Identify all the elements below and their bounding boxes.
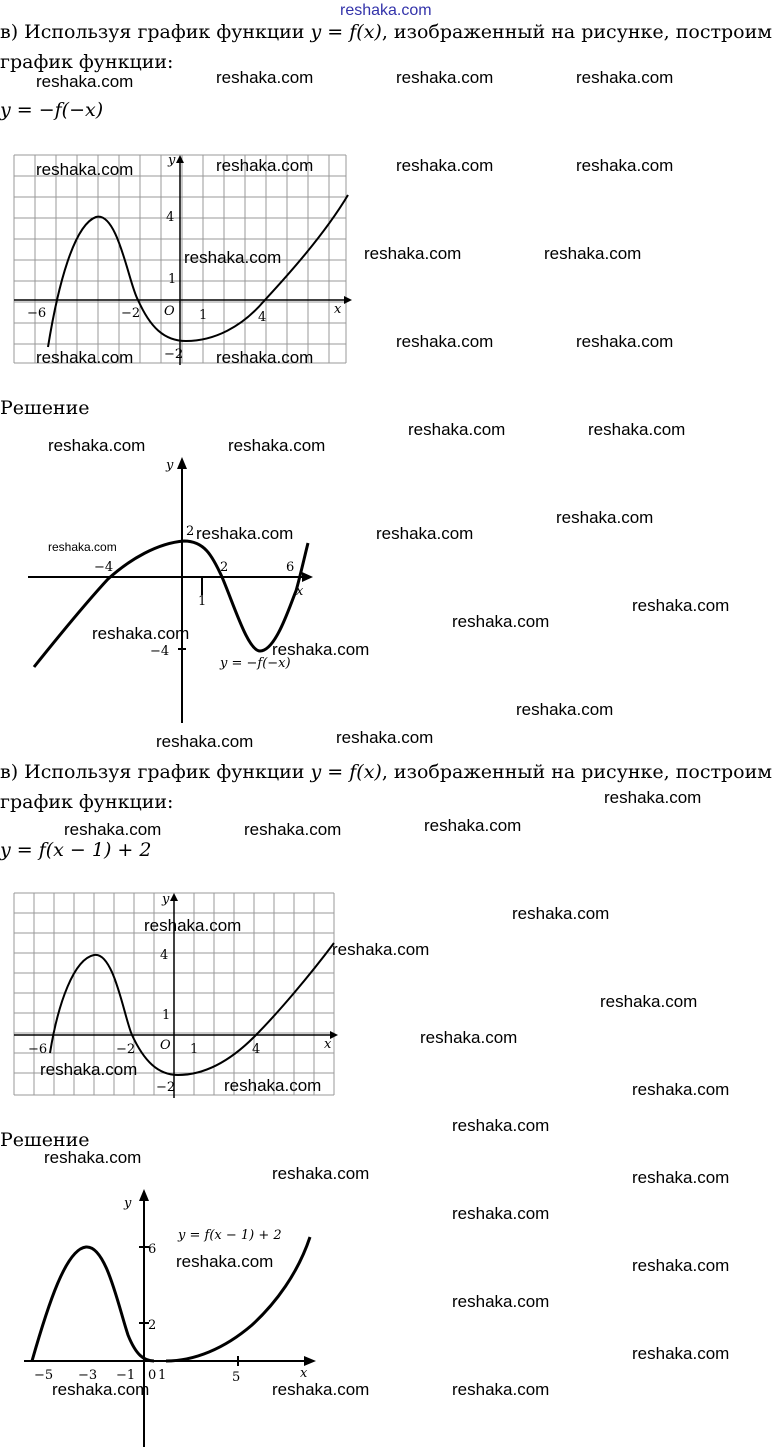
watermark: reshaka.com <box>216 156 314 175</box>
task2-intro: в) Используя график функции <box>0 761 305 783</box>
y-axis-label: y <box>162 892 170 907</box>
task1-fx: y = f(x) <box>310 21 382 43</box>
curve-minus-f-minus-x <box>34 541 308 667</box>
watermark: reshaka.com <box>452 1292 550 1311</box>
x-axis-arrow <box>344 296 352 304</box>
watermark: reshaka.com <box>52 1380 150 1399</box>
watermark: reshaka.com <box>408 420 506 439</box>
watermark: reshaka.com <box>604 788 702 807</box>
y-axis-arrow <box>170 893 178 901</box>
x-axis-label: x <box>334 302 342 317</box>
watermark: reshaka.com <box>632 1168 730 1187</box>
watermark: reshaka.com <box>576 68 674 87</box>
solution-label-1: Решение <box>0 397 90 419</box>
watermark: reshaka.com <box>332 940 430 959</box>
y-axis-arrow <box>177 457 187 469</box>
watermark: reshaka.com <box>632 596 730 615</box>
watermark: reshaka.com <box>36 72 134 91</box>
tick-y-1: 1 <box>168 272 177 287</box>
tick-x-neg2: −2 <box>121 306 141 321</box>
watermark: reshaka.com <box>452 612 550 631</box>
tick-x-neg2: −2 <box>116 1042 136 1057</box>
task1-formula: y = −f(−x) <box>0 99 104 121</box>
watermark: reshaka.com <box>244 820 342 839</box>
tick-x-1: 1 <box>199 308 208 323</box>
tick-x-1: 1 <box>158 1368 167 1383</box>
tick-y-neg2: −2 <box>164 347 184 362</box>
y-axis-label: y <box>124 1196 132 1211</box>
curve-label-2: y = f(x − 1) + 2 <box>178 1228 282 1243</box>
watermark: reshaka.com <box>184 248 282 267</box>
watermark: reshaka.com <box>632 1080 730 1099</box>
tick-x-neg3: −3 <box>78 1368 98 1383</box>
watermark: reshaka.com <box>420 1028 518 1047</box>
watermark: reshaka.com <box>272 1380 370 1399</box>
watermark: reshaka.com <box>176 1252 274 1271</box>
origin-label: O <box>164 304 175 319</box>
curve-label-1: y = −f(−x) <box>220 656 291 671</box>
tick-x-2: 2 <box>220 560 229 575</box>
tick-y-6: 6 <box>148 1242 157 1257</box>
watermark: reshaka.com <box>396 156 494 175</box>
watermark: reshaka.com <box>588 420 686 439</box>
tick-x-5: 5 <box>232 1370 241 1385</box>
watermark: reshaka.com <box>396 332 494 351</box>
watermark: reshaka.com <box>156 732 254 751</box>
y-axis-arrow <box>176 155 184 163</box>
watermark: reshaka.com <box>556 508 654 527</box>
watermark: reshaka.com <box>632 1256 730 1275</box>
task1-line1 <box>0 20 772 44</box>
site-header[interactable]: reshaka.com <box>340 2 432 19</box>
watermark: reshaka.com <box>452 1204 550 1223</box>
tick-x-neg6: −6 <box>27 306 47 321</box>
task1-line2: график функции: <box>0 51 174 73</box>
x-axis-label: x <box>296 584 304 599</box>
solution-label-2: Решение <box>0 1129 90 1151</box>
y-axis-label: y <box>166 458 174 473</box>
tick-x-4: 4 <box>252 1042 261 1057</box>
watermark: reshaka.com <box>64 820 162 839</box>
watermark: reshaka.com <box>48 540 117 554</box>
x-axis-label: x <box>300 1366 308 1381</box>
tick-y-2: 2 <box>186 524 195 539</box>
watermark: reshaka.com <box>396 68 494 87</box>
y-axis-label: y <box>168 153 176 168</box>
tick-x-neg4: −4 <box>94 560 114 575</box>
watermark: reshaka.com <box>424 816 522 835</box>
task1-intro: в) Используя график функции <box>0 21 305 43</box>
tick-y-neg2: −2 <box>156 1080 176 1095</box>
task2-intro-rest: , изображенный на рисунке, построим <box>381 761 773 783</box>
watermark: reshaka.com <box>36 348 134 367</box>
watermark: reshaka.com <box>512 904 610 923</box>
watermark: reshaka.com <box>196 524 294 543</box>
watermark: reshaka.com <box>224 1076 322 1095</box>
tick-y-neg4: −4 <box>150 644 170 659</box>
watermark: reshaka.com <box>272 1164 370 1183</box>
watermark: reshaka.com <box>376 524 474 543</box>
origin-label: O <box>160 1038 171 1053</box>
tick-x-4: 4 <box>258 310 267 325</box>
tick-x-1: 1 <box>190 1042 199 1057</box>
tick-y-1: 1 <box>162 1008 171 1023</box>
task2-formula: y = f(x − 1) + 2 <box>0 839 152 861</box>
watermark: reshaka.com <box>336 728 434 747</box>
task2-line2: график функции: <box>0 791 174 813</box>
watermark: reshaka.com <box>516 700 614 719</box>
watermark: reshaka.com <box>452 1380 550 1399</box>
x-axis-label: x <box>324 1037 332 1052</box>
tick-x-neg6: −6 <box>28 1042 48 1057</box>
watermark: reshaka.com <box>364 244 462 263</box>
task2-line1 <box>0 760 772 784</box>
watermark: reshaka.com <box>40 1060 138 1079</box>
watermark: reshaka.com <box>272 640 370 659</box>
x-axis-arrow <box>302 572 313 582</box>
tick-x-neg5: −5 <box>34 1368 54 1383</box>
watermark: reshaka.com <box>44 1148 142 1167</box>
tick-x-1: 1 <box>198 594 207 609</box>
graph-f-1 <box>14 155 350 365</box>
watermark: reshaka.com <box>216 348 314 367</box>
watermark: reshaka.com <box>600 992 698 1011</box>
watermark: reshaka.com <box>144 916 242 935</box>
watermark: reshaka.com <box>632 1344 730 1363</box>
watermark: reshaka.com <box>228 436 326 455</box>
tick-x-neg1: −1 <box>116 1368 136 1383</box>
y-axis-arrow <box>139 1189 149 1201</box>
task2-fx: y = f(x) <box>310 761 382 783</box>
tick-x-0: 0 <box>148 1368 157 1383</box>
watermark: reshaka.com <box>452 1116 550 1135</box>
watermark: reshaka.com <box>544 244 642 263</box>
tick-x-6: 6 <box>286 560 295 575</box>
watermark: reshaka.com <box>216 68 314 87</box>
watermark: reshaka.com <box>48 436 146 455</box>
tick-y-4: 4 <box>160 948 169 963</box>
watermark: reshaka.com <box>36 160 134 179</box>
tick-y-2: 2 <box>148 1318 157 1333</box>
watermark: reshaka.com <box>92 624 190 643</box>
watermark: reshaka.com <box>576 156 674 175</box>
tick-y-4: 4 <box>166 210 175 225</box>
graph-solution-1 <box>28 455 318 725</box>
x-axis-arrow <box>304 1356 316 1366</box>
task1-intro-rest: , изображенный на рисунке, построим <box>381 21 773 43</box>
watermark: reshaka.com <box>576 332 674 351</box>
graph-solution-2 <box>24 1185 324 1450</box>
